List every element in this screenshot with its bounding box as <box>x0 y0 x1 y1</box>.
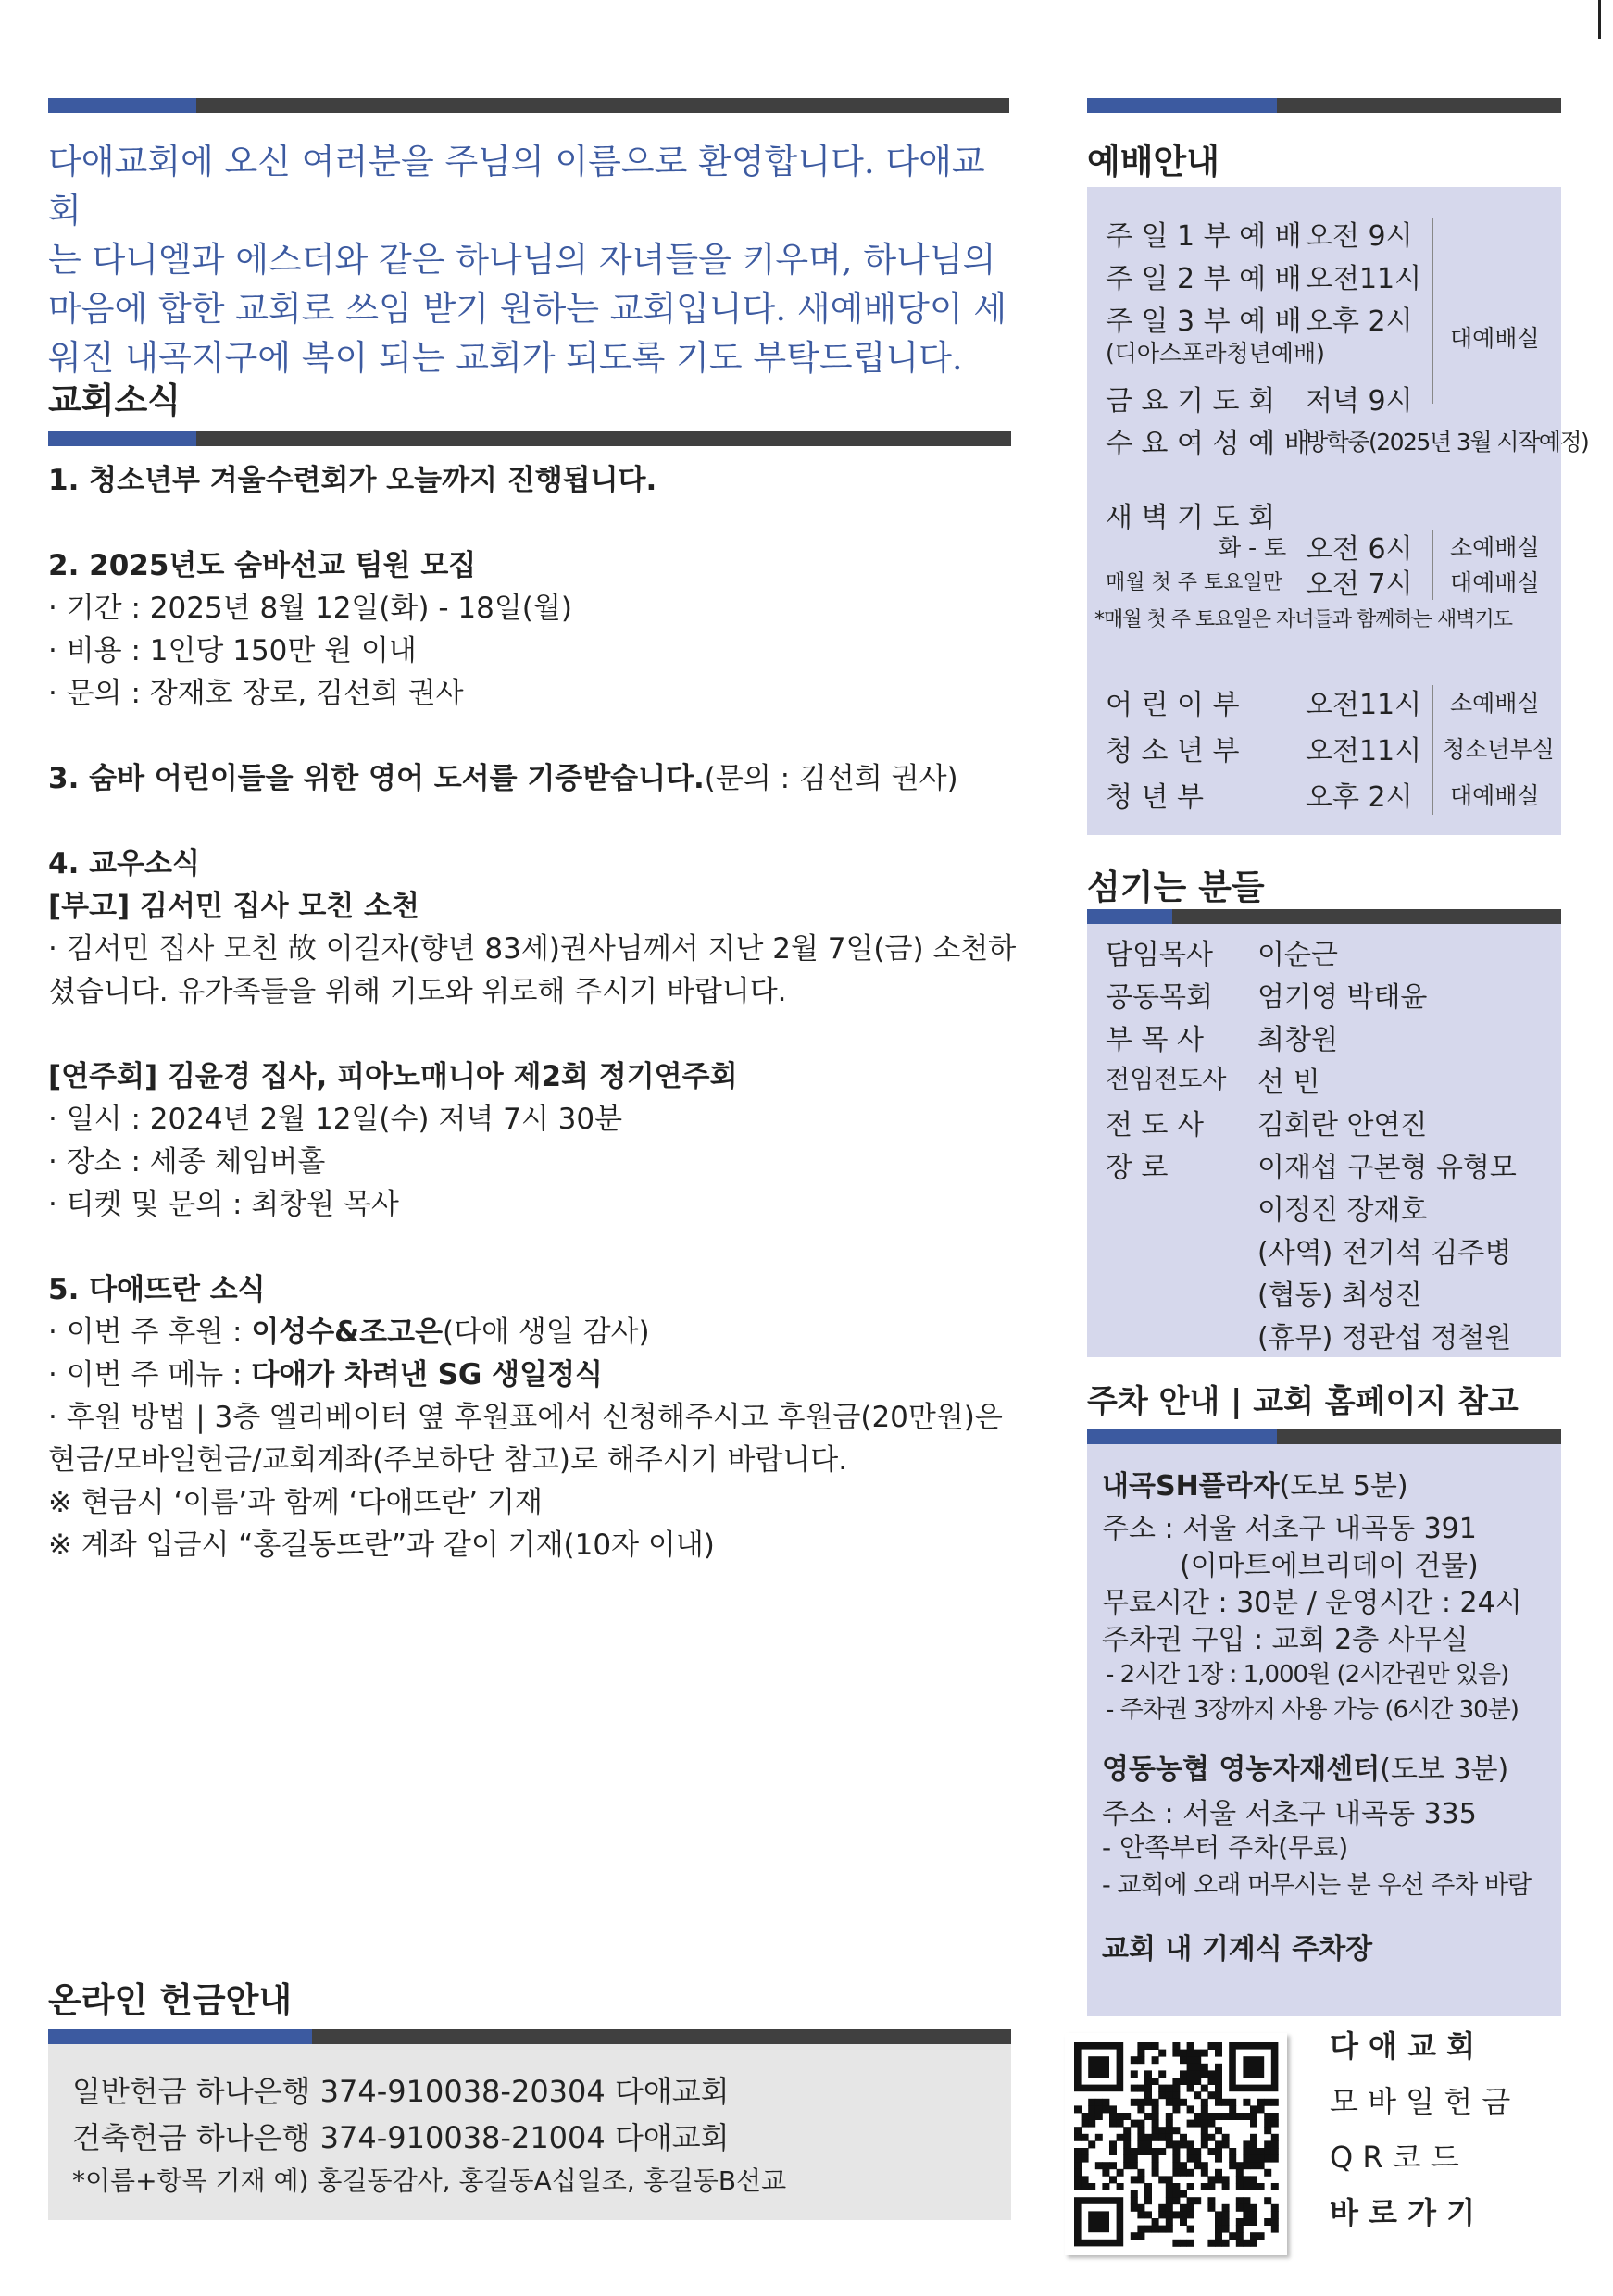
parking-line: 주소 : 서울 서초구 내곡동 391 <box>1102 1513 1477 1545</box>
servers-divider <box>1087 909 1561 924</box>
news-item-3 <box>48 757 1020 800</box>
qr-code-graphic <box>1065 2033 1287 2255</box>
dept-place: 청소년부실 <box>1443 736 1555 763</box>
offering-title: 온라인 헌금안내 <box>48 1980 293 2020</box>
worship-name: 주 일 1 부 예 배 <box>1106 220 1302 253</box>
dept-name: 청 년 부 <box>1106 781 1205 814</box>
qr-line: Q R 코 드 <box>1330 2140 1459 2175</box>
parking-line: 무료시간 : 30분 / 운영시간 : 24시 <box>1102 1587 1522 1619</box>
news-item-4-line: · 티켓 및 문의 : 최창원 목사 <box>48 1188 399 1221</box>
parking-place-1 <box>1102 1463 1408 1504</box>
worship-time: 방학중(2025년 3월 시작예정) <box>1306 429 1589 455</box>
server-role: 전임전도사 <box>1106 1066 1227 1094</box>
dawn-place: 대예배실 <box>1450 569 1540 596</box>
offering-box <box>48 2044 1011 2220</box>
dept-name: 어 린 이 부 <box>1106 689 1240 721</box>
server-names: 최창원 <box>1257 1024 1338 1056</box>
welcome-text <box>48 137 1011 382</box>
dept-time: 오전11시 <box>1306 689 1422 721</box>
worship-name: 금 요 기 도 회 <box>1106 385 1276 418</box>
worship-name: 수 요 여 성 예 배 <box>1106 428 1311 460</box>
server-role: 장 로 <box>1106 1152 1169 1184</box>
dept-name: 청 소 년 부 <box>1106 735 1240 767</box>
news-title: 교회소식 <box>48 381 181 420</box>
top-divider-left <box>48 98 1009 113</box>
worship-time: 오후 2시 <box>1306 306 1413 338</box>
worship-title: 예배안내 <box>1087 142 1219 181</box>
welcome-line: 는 다니엘과 에스더와 같은 하나님의 자녀들을 키우며, 하나님의 <box>48 240 996 280</box>
qr-code[interactable] <box>1065 2033 1287 2255</box>
news-item-4-line: 셨습니다. 유가족들을 위해 기도와 위로해 주시기 바랍니다. <box>48 975 787 1008</box>
servers-title: 섬기는 분들 <box>1087 867 1265 907</box>
news-item-3-contact: (문의 : 김선희 권사) <box>704 762 958 795</box>
offering-line: 일반헌금 하나은행 374-910038-20304 다애교회 <box>72 2074 730 2109</box>
parking-walk: (도보 3분) <box>1380 1753 1509 1786</box>
worship-name: 주 일 2 부 예 배 <box>1106 263 1302 295</box>
server-names: 이순근 <box>1257 939 1338 971</box>
news-item-4-obituary: [부고] 김서민 집사 모친 소천 <box>48 890 419 923</box>
news-item-5-line: · 후원 방법 | 3층 엘리베이터 옆 후원표에서 신청해주시고 후원금(20만원)은 <box>48 1401 1003 1434</box>
news-item-5-menu <box>48 1354 1020 1396</box>
welcome-line: 워진 내곡지구에 복이 되는 교회가 되도록 기도 부탁드립니다. <box>48 338 963 378</box>
server-role: 담임목사 <box>1106 939 1213 971</box>
server-names: 이재섭 구본형 유형모 <box>1257 1152 1517 1184</box>
news-item-2-line: · 문의 : 장재호 장로, 김선희 권사 <box>48 677 464 710</box>
parking-name: 내곡SH플라자 <box>1102 1470 1280 1503</box>
server-names: 김회란 안연진 <box>1257 1109 1428 1142</box>
label: · 이번 주 후원 : <box>48 1316 252 1349</box>
qr-line: 바 로 가 기 <box>1330 2195 1476 2230</box>
news-item-5-line: 현금/모바일현금/교회계좌(주보하단 참고)로 해주시기 바랍니다. <box>48 1443 848 1477</box>
parking-walk: (도보 5분) <box>1279 1470 1408 1503</box>
dawn-day: 매월 첫 주 토요일만 <box>1106 571 1282 594</box>
qr-caption <box>1330 2018 1561 2240</box>
parking-divider <box>1087 1429 1561 1444</box>
server-names: (협동) 최성진 <box>1257 1279 1422 1312</box>
parking-line: 주차권 구입 : 교회 2층 사무실 <box>1102 1624 1469 1656</box>
parking-line: 주소 : 서울 서초구 내곡동 335 <box>1102 1798 1477 1830</box>
top-divider-right <box>1087 98 1561 113</box>
server-names: (사역) 전기석 김주병 <box>1257 1237 1512 1269</box>
server-names: 이정진 장재호 <box>1257 1194 1428 1227</box>
worship-time: 오전11시 <box>1306 263 1422 295</box>
worship-panel <box>1087 187 1589 835</box>
server-names: 선 빈 <box>1257 1067 1320 1099</box>
divider-line <box>1432 218 1433 404</box>
news-item-4-line: · 김서민 집사 모친 故 이길자(향년 83세)권사님께서 지난 2월 7일(금) 소천하 <box>48 932 1017 966</box>
server-names: 엄기영 박태윤 <box>1257 981 1428 1014</box>
corner-mark <box>1598 0 1601 39</box>
offering-line: 건축헌금 하나은행 374-910038-21004 다애교회 <box>72 2120 730 2155</box>
dawn-title: 새 벽 기 도 회 <box>1106 502 1276 534</box>
parking-panel <box>1087 1444 1561 2016</box>
news-item-2-title: 2. 2025년도 숨바선교 팀원 모집 <box>48 549 477 582</box>
news-item-4-line: · 장소 : 세종 체임버홀 <box>48 1145 326 1179</box>
news-divider <box>48 431 1011 446</box>
worship-name: 주 일 3 부 예 배 <box>1106 306 1302 338</box>
servers-panel <box>1087 924 1561 1357</box>
offering-divider <box>48 2029 1011 2044</box>
menu-name: 다애가 차려낸 SG 생일정식 <box>251 1358 603 1391</box>
label: · 이번 주 메뉴 : <box>48 1358 252 1391</box>
dawn-time: 오전 6시 <box>1306 533 1413 566</box>
parking-line: - 안쪽부터 주차(무료) <box>1102 1832 1349 1863</box>
parking-line: (이마트에브리데이 건물) <box>1180 1550 1479 1582</box>
worship-time: 저녁 9시 <box>1306 385 1413 418</box>
welcome-line: 마음에 합한 교회로 쓰임 받기 원하는 교회입니다. 새예배당이 세 <box>48 289 1007 329</box>
news-item-2-line: · 비용 : 1인당 150만 원 이내 <box>48 634 417 668</box>
dawn-time: 오전 7시 <box>1306 568 1413 601</box>
news-item-5-title: 5. 다애뜨란 소식 <box>48 1273 266 1306</box>
news-item-2-line: · 기간 : 2025년 8월 12일(화) - 18일(월) <box>48 592 572 625</box>
dept-time: 오전11시 <box>1306 735 1422 767</box>
sponsor-note: (다애 생일 감사) <box>443 1316 650 1349</box>
worship-subname: (디아스포라청년예배) <box>1106 340 1325 367</box>
news-item-5-sponsor <box>48 1311 1020 1354</box>
server-names: (휴무) 정관섭 정철원 <box>1257 1322 1512 1354</box>
qr-line: 다 애 교 회 <box>1330 2028 1476 2064</box>
dept-time: 오후 2시 <box>1306 781 1413 814</box>
news-item-3-bold: 3. 숨바 어린이들을 위한 영어 도서를 기증받습니다. <box>48 762 705 795</box>
news-item-5-line: ※ 현금시 ‘이름’과 함께 ‘다애뜨란’ 기재 <box>48 1486 543 1519</box>
dept-place: 소예배실 <box>1450 690 1540 717</box>
worship-place: 대예배실 <box>1450 325 1540 352</box>
news-item-4-title: 4. 교우소식 <box>48 847 200 880</box>
parking-place-2 <box>1102 1746 1508 1787</box>
offering-note: *이름+항목 기재 예) 홍길동감사, 홍길동A십일조, 홍길동B선교 <box>72 2165 787 2196</box>
parking-place-3: 교회 내 기계식 주차장 <box>1102 1933 1373 1965</box>
parking-line: - 주차권 3장까지 사용 가능 (6시간 30분) <box>1106 1696 1519 1724</box>
news-item-1: 1. 청소년부 겨울수련회가 오늘까지 진행됩니다. <box>48 464 657 497</box>
divider-line <box>1432 530 1433 600</box>
welcome-line: 다애교회에 오신 여러분을 주님의 이름으로 환영합니다. 다애교회 <box>48 142 985 231</box>
qr-line: 모 바 일 헌 금 <box>1330 2084 1511 2119</box>
server-role: 공동목회 <box>1106 981 1213 1014</box>
news-body <box>48 459 1020 1566</box>
parking-name: 영동농협 영농자재센터 <box>1102 1753 1381 1786</box>
news-item-4-line: · 일시 : 2024년 2월 12일(수) 저녁 7시 30분 <box>48 1103 623 1136</box>
server-role: 전 도 사 <box>1106 1109 1205 1142</box>
dawn-place: 소예배실 <box>1450 534 1540 561</box>
parking-line: - 2시간 1장 : 1,000원 (2시간권만 있음) <box>1106 1661 1509 1689</box>
parking-title: 주차 안내 | 교회 홈페이지 참고 <box>1087 1383 1519 1420</box>
server-role: 부 목 사 <box>1106 1024 1205 1056</box>
dawn-note: *매월 첫 주 토요일은 자녀들과 함께하는 새벽기도 <box>1094 608 1513 631</box>
worship-time: 오전 9시 <box>1306 220 1413 253</box>
dept-place: 대예배실 <box>1450 782 1540 809</box>
news-item-4-concert: [연주회] 김윤경 집사, 피아노매니아 제2회 정기연주회 <box>48 1060 738 1093</box>
news-item-5-line: ※ 계좌 입금시 “홍길동뜨란”과 같이 기재(10자 이내) <box>48 1529 715 1562</box>
parking-line: - 교회에 오래 머무시는 분 우선 주차 바람 <box>1102 1871 1532 1900</box>
sponsor-names: 이성수&조고은 <box>251 1316 444 1349</box>
dawn-day: 화 - 토 <box>1219 534 1287 561</box>
divider-line <box>1432 685 1433 815</box>
